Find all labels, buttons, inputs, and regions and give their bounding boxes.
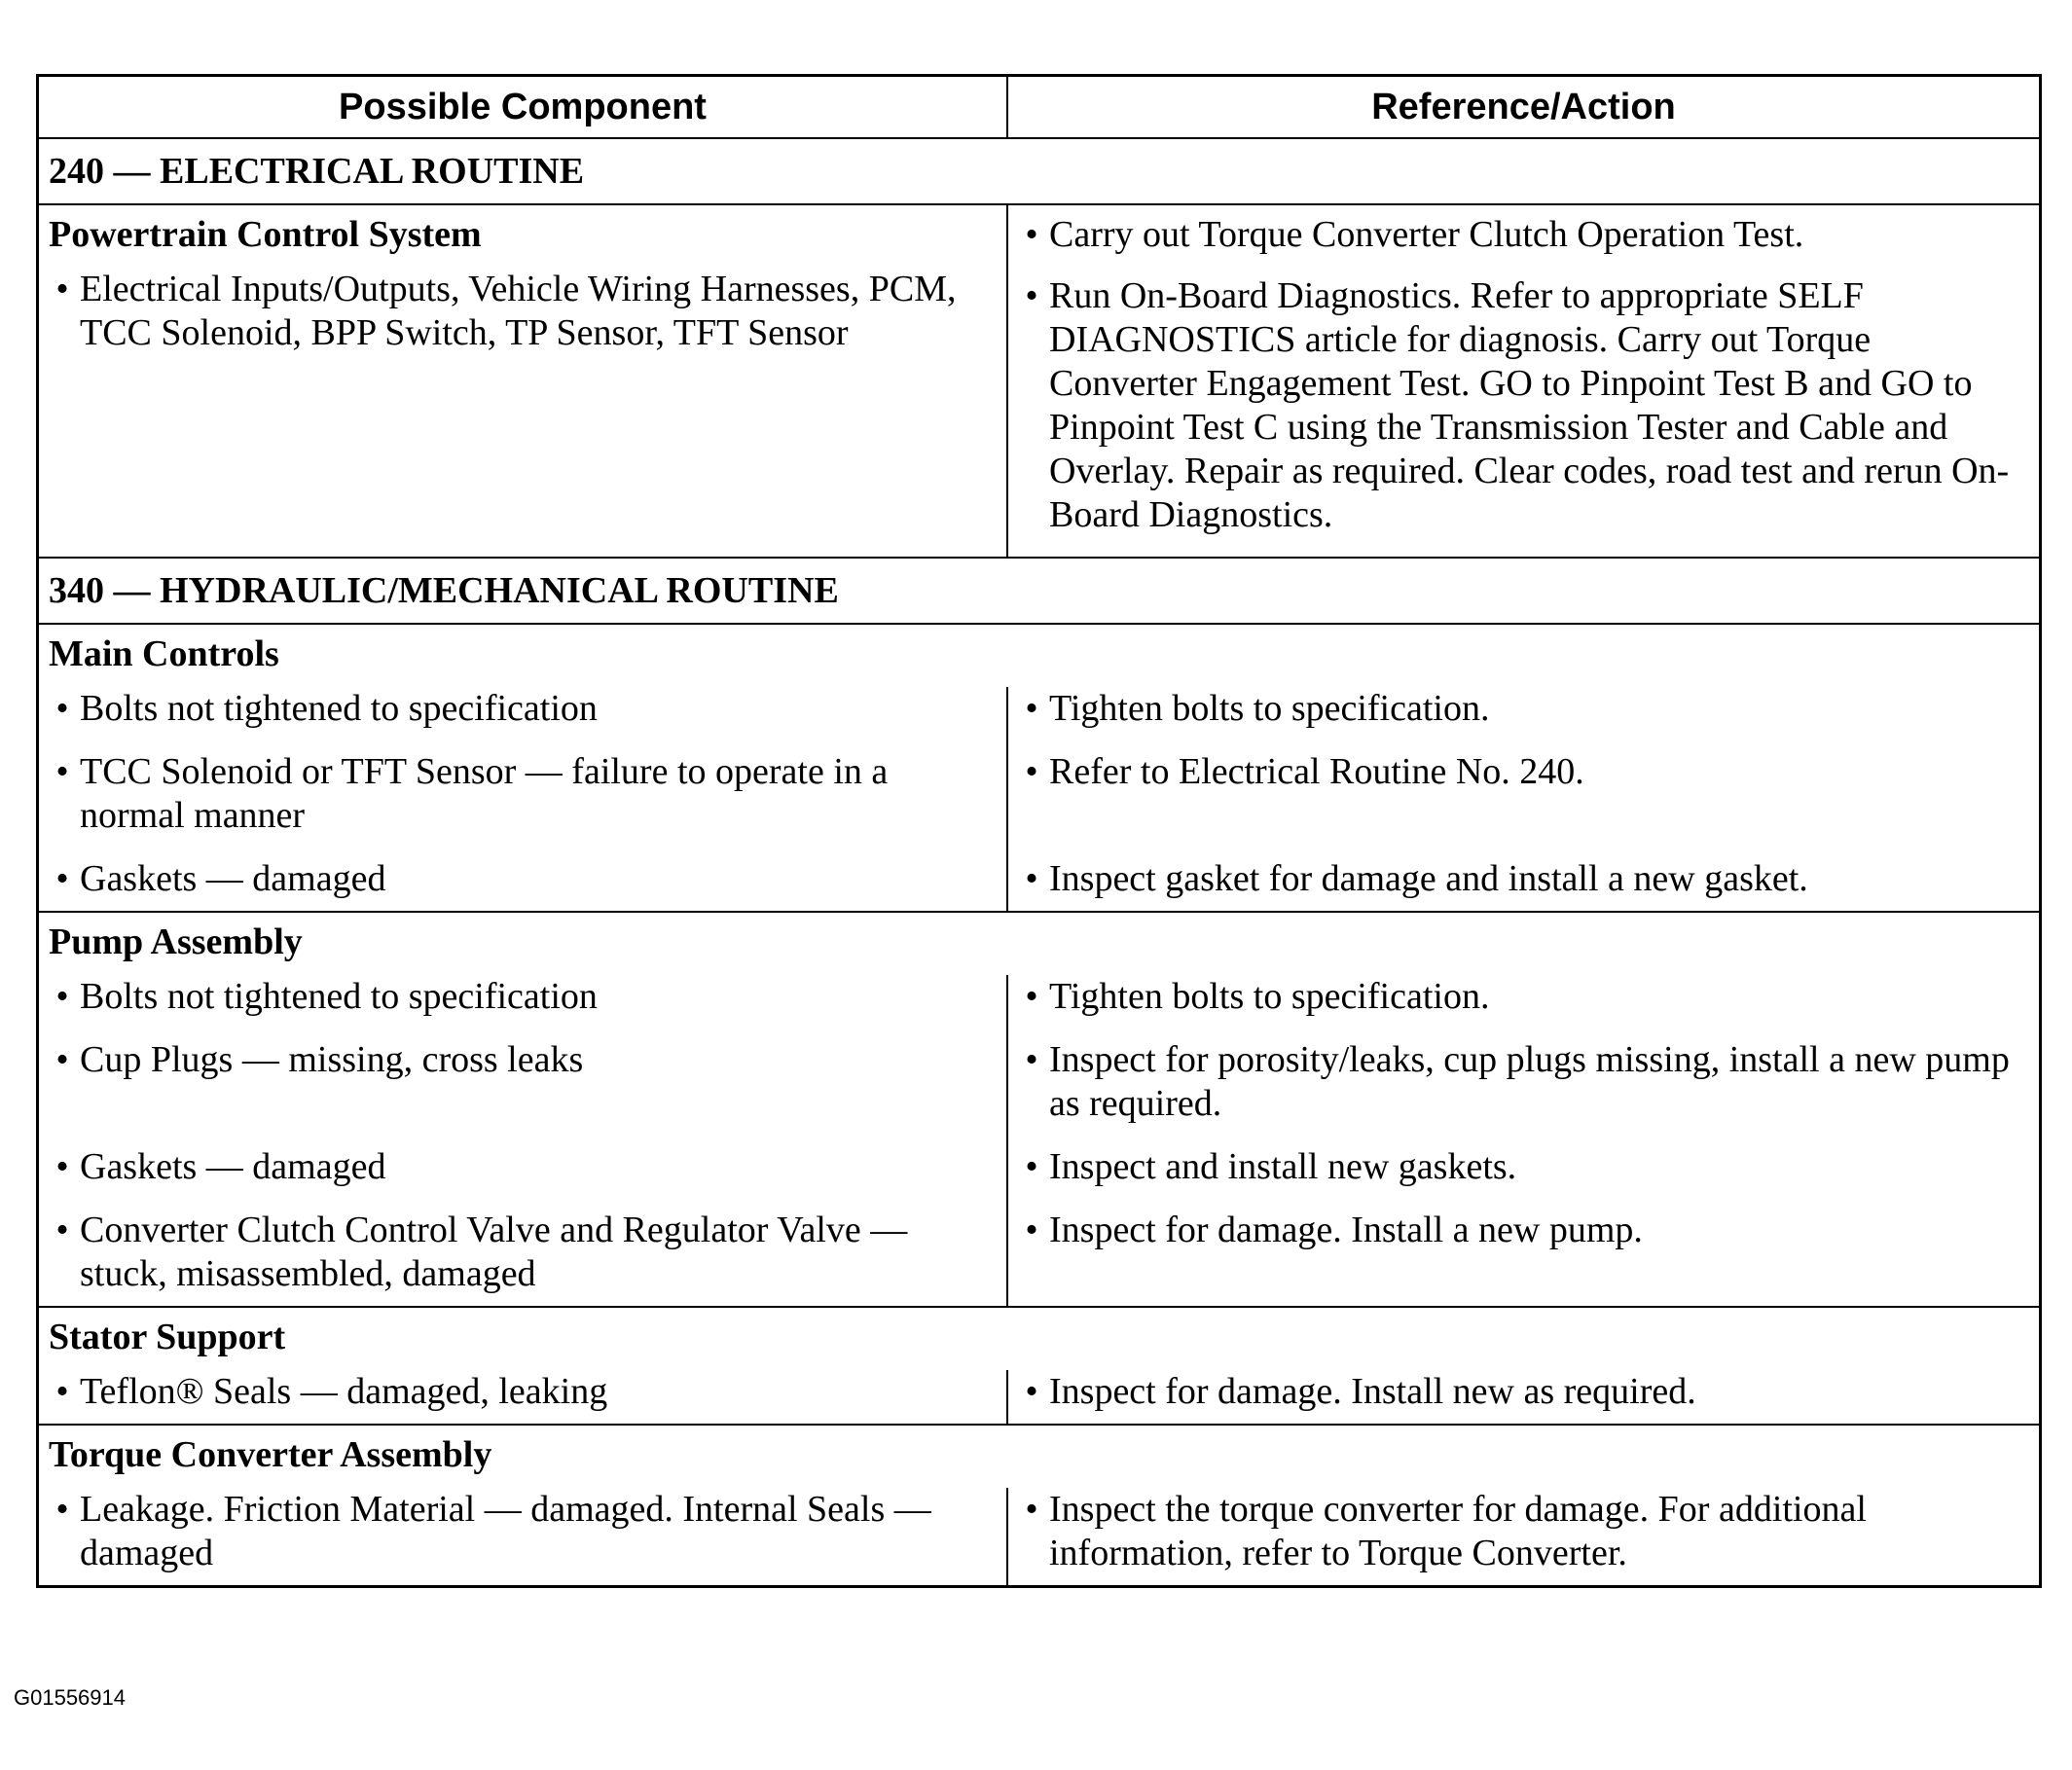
- bullet-icon: •: [55, 751, 69, 792]
- bullet-icon: •: [1025, 858, 1038, 899]
- bullet-icon: •: [1025, 1146, 1038, 1187]
- component-text: Bolts not tightened to specification: [80, 688, 598, 729]
- bullet-icon: •: [1025, 751, 1038, 792]
- bullet-icon: •: [55, 1146, 69, 1187]
- group-powertrain-title: Powertrain Control System: [49, 214, 482, 255]
- bullet-icon: •: [1025, 214, 1038, 255]
- component-text: Teflon® Seals — damaged, leaking: [80, 1371, 608, 1412]
- bullet-icon: •: [55, 269, 69, 309]
- list-item: [1008, 975, 2039, 1038]
- bullet-icon: •: [1025, 1371, 1038, 1412]
- bullet-icon: •: [55, 688, 69, 729]
- group-pump-assembly-title: Pump Assembly: [49, 921, 303, 962]
- list-item: [1008, 687, 2039, 750]
- list-item: [39, 1038, 1006, 1145]
- bullet-icon: •: [1025, 976, 1038, 1017]
- list-item: [39, 857, 1006, 911]
- component-text: TCC Solenoid or TFT Sensor — failure to operate in a normal manner: [80, 751, 889, 836]
- list-item: [39, 975, 1006, 1038]
- action-text: Run On-Board Diagnostics. Refer to appropriate SELF DIAGNOSTICS article for diagnosis. Carry out Torque Converter Engagement Test. GO to Pinpoint Test B and GO to Pinpoint Test C using the Transmission Tester and Cable and Overlay. Repair as required. Clear codes, road test and rerun On-Board Diagnostics.: [1049, 275, 2010, 535]
- component-text: Electrical Inputs/Outputs, Vehicle Wiring Harnesses, PCM, TCC Solenoid, BPP Switch, TP Sensor, TFT Sensor: [80, 269, 957, 353]
- section-240: [39, 139, 2039, 205]
- section-340-title: 340 — HYDRAULIC/MECHANICAL ROUTINE: [49, 570, 839, 611]
- component-text: Leakage. Friction Material — damaged. Internal Seals — damaged: [80, 1489, 931, 1573]
- group-stator-support-title: Stator Support: [49, 1317, 286, 1357]
- bullet-icon: •: [55, 1210, 69, 1250]
- list-item: [39, 268, 1006, 375]
- list-item: [1008, 1038, 2039, 1145]
- group-pump-assembly: [39, 913, 2039, 1308]
- header-possible-component: Possible Component: [39, 77, 1008, 137]
- figure-id: G01556914: [14, 1685, 126, 1710]
- bullet-icon: •: [55, 858, 69, 899]
- bullet-icon: •: [55, 1371, 69, 1412]
- component-text: Gaskets — damaged: [80, 858, 386, 899]
- component-text: Cup Plugs — missing, cross leaks: [80, 1039, 584, 1080]
- list-item: [1008, 274, 2039, 557]
- list-item: [39, 1370, 1006, 1424]
- group-powertrain: [39, 205, 2039, 559]
- component-text: Bolts not tightened to specification: [80, 976, 598, 1017]
- action-text: Inspect and install new gaskets.: [1049, 1146, 1517, 1187]
- list-item: [1008, 205, 2039, 274]
- list-item: [39, 750, 1006, 857]
- bullet-icon: •: [1025, 1039, 1038, 1080]
- action-text: Refer to Electrical Routine No. 240.: [1049, 751, 1584, 792]
- list-item: [1008, 1488, 2039, 1585]
- bullet-icon: •: [55, 976, 69, 1017]
- group-main-controls-title: Main Controls: [49, 633, 279, 674]
- group-torque-converter-title: Torque Converter Assembly: [49, 1434, 492, 1475]
- bullet-icon: •: [1025, 275, 1038, 316]
- troubleshooting-table: [36, 74, 2042, 1588]
- bullet-icon: •: [1025, 688, 1038, 729]
- list-item: [1008, 1370, 2039, 1424]
- action-text: Inspect gasket for damage and install a new gasket.: [1049, 858, 1808, 899]
- list-item: [1008, 857, 2039, 911]
- action-text: Tighten bolts to specification.: [1049, 688, 1490, 729]
- table-header: [39, 77, 2039, 139]
- action-text: Inspect for porosity/leaks, cup plugs missing, install a new pump as required.: [1049, 1039, 2010, 1124]
- bullet-icon: •: [1025, 1489, 1038, 1530]
- action-text: Inspect for damage. Install a new pump.: [1049, 1210, 1643, 1250]
- bullet-icon: •: [55, 1489, 69, 1530]
- action-text: Inspect the torque converter for damage. For additional information, refer to Torque Converter.: [1049, 1489, 1867, 1573]
- bullet-icon: •: [1025, 1210, 1038, 1250]
- list-item: [39, 1209, 1006, 1306]
- list-item: [39, 1145, 1006, 1209]
- action-text: Inspect for damage. Install new as required.: [1049, 1371, 1696, 1412]
- list-item: [1008, 1145, 2039, 1209]
- component-text: Converter Clutch Control Valve and Regulator Valve — stuck, misassembled, damaged: [80, 1210, 908, 1294]
- section-240-title: 240 — ELECTRICAL ROUTINE: [49, 151, 585, 192]
- group-torque-converter: [39, 1426, 2039, 1585]
- group-main-controls: [39, 625, 2039, 913]
- list-item: [1008, 750, 2039, 857]
- action-text: Tighten bolts to specification.: [1049, 976, 1490, 1017]
- section-340: [39, 559, 2039, 625]
- bullet-icon: •: [55, 1039, 69, 1080]
- list-item: [1008, 1209, 2039, 1306]
- group-stator-support: [39, 1308, 2039, 1426]
- component-text: Gaskets — damaged: [80, 1146, 386, 1187]
- list-item: [39, 1488, 1006, 1585]
- list-item: [39, 687, 1006, 750]
- header-reference-action: Reference/Action: [1371, 86, 1676, 127]
- action-text: Carry out Torque Converter Clutch Operation Test.: [1049, 214, 1804, 255]
